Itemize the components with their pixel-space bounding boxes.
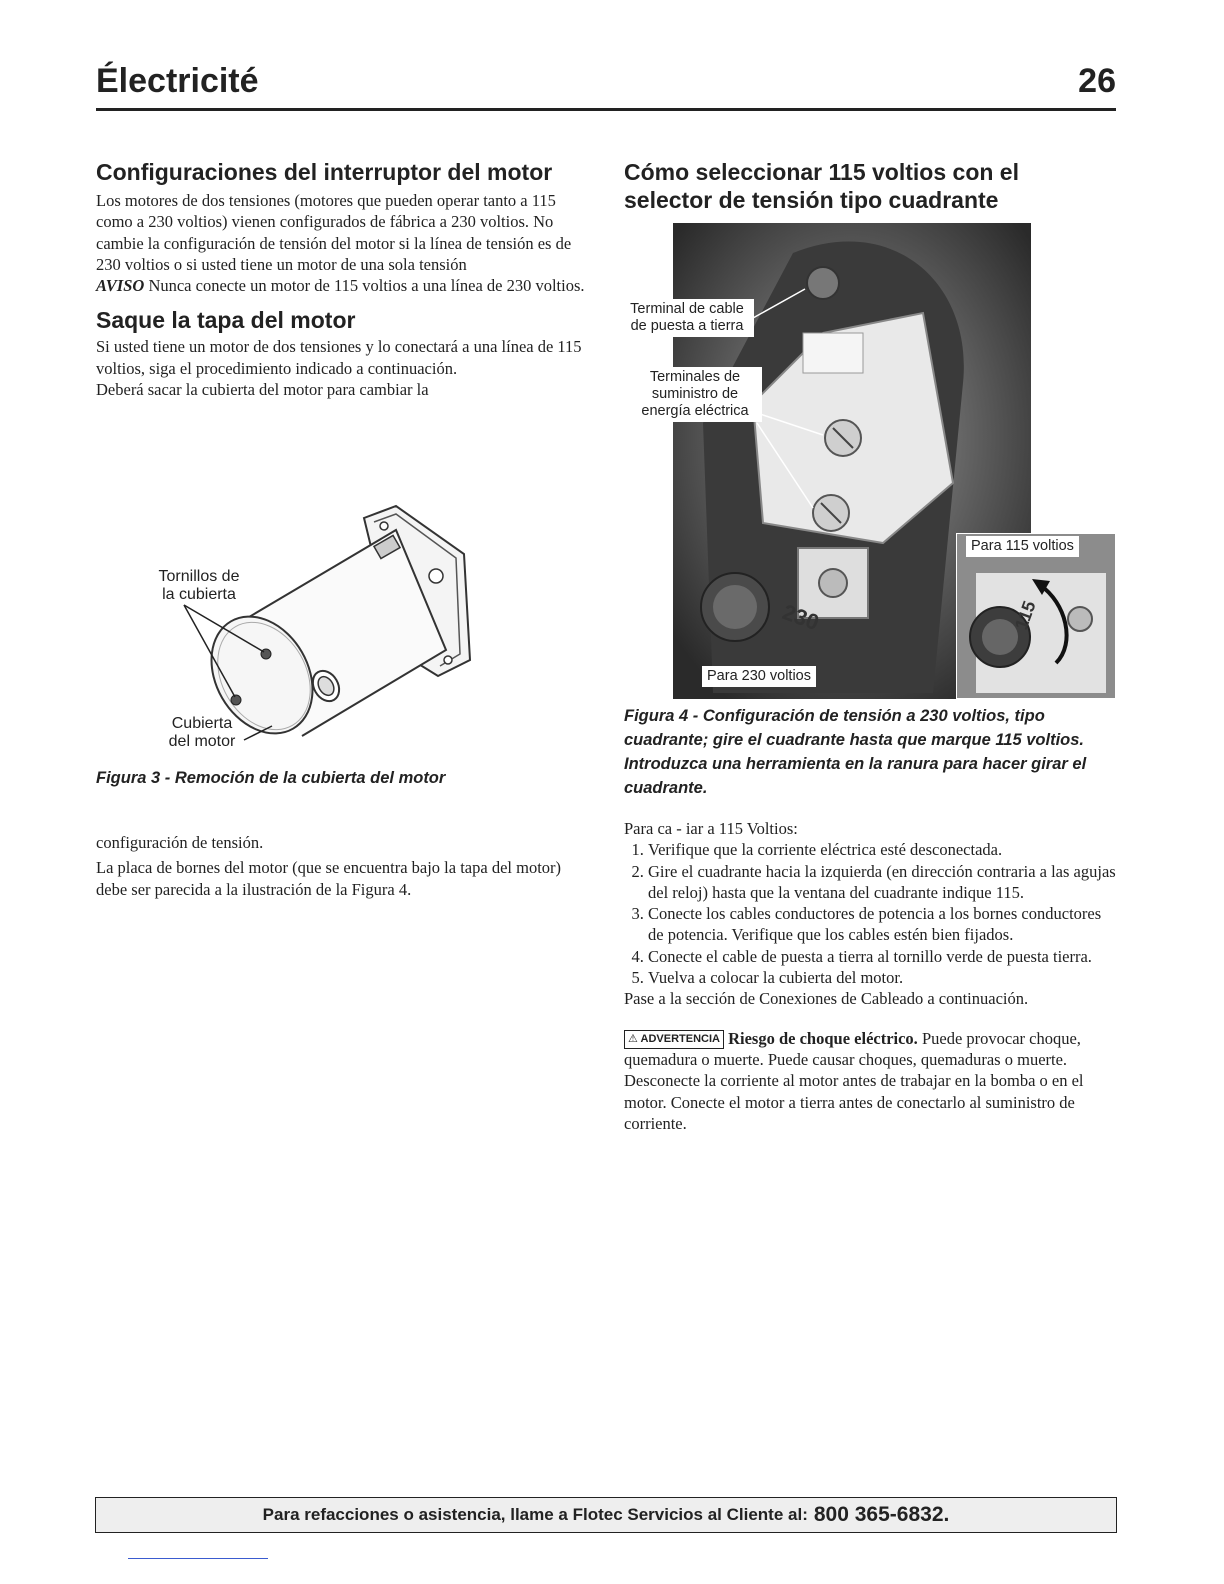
section-body-remove-cover-2: Deberá sacar la cubierta del motor para cambiar la <box>96 380 429 400</box>
dial-115-inset-photo <box>956 533 1116 699</box>
label-power-terminals <box>628 367 762 422</box>
section-heading-remove-cover: Saque la tapa del motor <box>96 307 356 334</box>
label-ground-terminal <box>620 299 754 337</box>
figure-4-caption: Figura 4 - Configuración de tensión a 230 voltios, tipo cuadrante; gire el cuadrante hasta que marque 115 voltios. Introduzca una herramienta en la ranura para hacer girar el cuadrante. <box>624 707 1087 797</box>
after-steps-text: Pase a la sección de Conexiones de Cableado a continuación. <box>624 989 1029 1009</box>
bottom-link-underline <box>128 1558 268 1559</box>
warning-badge-label: ADVERTENCIA <box>640 1032 720 1045</box>
label-motor-cover-line1: Cubierta <box>171 715 233 732</box>
step-item: 3. Conecte los cables conductores de potencia a los bornes conductores de potencia. Verifique que los cables estén bien fijados. <box>648 903 1116 946</box>
label-motor-cover-line2: del motor <box>168 733 236 750</box>
notice-text: Nunca conecte un motor de 115 voltios a una línea de 230 voltios. <box>144 276 585 296</box>
page-number: 26 <box>1078 62 1116 100</box>
warning-triangle-icon: ⚠ <box>628 1032 638 1045</box>
steps-list <box>624 839 1116 988</box>
left-column <box>96 158 596 400</box>
step-item: 2. Gire el cuadrante hacia la izquierda (en dirección contraria a las agujas del reloj) hasta que la ventana del cuadrante indique 115. <box>648 861 1116 904</box>
label-ground-terminal-line1: Terminal de cable <box>630 301 744 317</box>
label-motor-cover <box>152 715 252 751</box>
warning-badge <box>624 1030 724 1049</box>
step-item: 5. Vuelva a colocar la cubierta del motor. <box>648 967 1116 988</box>
section-heading-select-115: Cómo seleccionar 115 voltios con el selector de tensión tipo cuadrante <box>624 159 1019 213</box>
label-cover-screws <box>144 568 254 604</box>
footer-phone-number: 800 365-6832. <box>813 1503 950 1526</box>
label-power-terminals-line1: Terminales de <box>649 369 741 385</box>
notice-paragraph <box>96 275 596 296</box>
label-for-115-volts: Para 115 voltios <box>966 536 1079 557</box>
notice-label: AVISO <box>96 276 145 296</box>
step-item: 1. Verifique que la corriente eléctrica esté desconectada. <box>648 839 1116 860</box>
section-body-remove-cover: Si usted tiene un motor de dos tensiones y lo conectará a una línea de 115 voltios, siga el procedimiento indicado a continuación. <box>96 337 582 378</box>
footer-support-bar <box>95 1497 1117 1533</box>
dial-230-text: 230 <box>779 599 823 636</box>
warning-paragraph <box>624 1028 1116 1134</box>
section-body-switch-config: Los motores de dos tensiones (motores que pueden operar tanto a 115 como a 230 voltios) vienen configurados de fábrica a 230 voltios. No cambie la configuración de tensión del motor si la línea de tensión es de 230 voltios o si usted tiene un motor de una sola tensión <box>96 191 572 274</box>
steps-section <box>624 818 1116 1134</box>
label-for-230-volts: Para 230 voltios <box>702 666 816 687</box>
label-ground-terminal-line2: de puesta a tierra <box>630 318 744 334</box>
step-item: 4. Conecte el cable de puesta a tierra al tornillo verde de puesta tierra. <box>648 946 1116 967</box>
header-rule <box>96 108 1116 111</box>
figure-3 <box>96 500 596 800</box>
warning-text: Puede provocar choque, quemadura o muerte. Puede causar choques, quemaduras o muerte. Desconecte la corriente al motor antes de trabajar en la bomba o en el motor. Conecte el motor a tierra antes de conectarlo al suministro de corriente. <box>624 1028 1084 1133</box>
continued-text-1: configuración de tensión. <box>96 833 264 852</box>
label-power-terminals-line2: suministro de <box>651 386 739 402</box>
label-power-terminals-line3: energía eléctrica <box>641 403 749 419</box>
left-continued <box>96 832 596 900</box>
section-heading-switch-config: Configuraciones del interruptor del motor <box>96 159 553 185</box>
footer-text: Para refacciones o asistencia, llame a Flotec Servicios al Cliente al: <box>262 1505 808 1524</box>
figure-4 <box>624 223 1116 699</box>
label-cover-screws-line1: Tornillos de <box>158 568 240 585</box>
dial-115-text: 115 <box>1010 598 1040 633</box>
page-title: Électricité <box>96 62 259 100</box>
warning-title: Riesgo de choque eléctrico. <box>728 1028 918 1048</box>
figure-3-caption: Figura 3 - Remoción de la cubierta del motor <box>96 769 446 787</box>
steps-intro: Para ca - iar a 115 Voltios: <box>624 819 798 838</box>
label-cover-screws-line2: la cubierta <box>162 586 236 603</box>
right-column <box>624 158 1124 214</box>
continued-text-2: La placa de bornes del motor (que se encuentra bajo la tapa del motor) debe ser parecida a la ilustración de la Figura 4. <box>96 858 562 899</box>
